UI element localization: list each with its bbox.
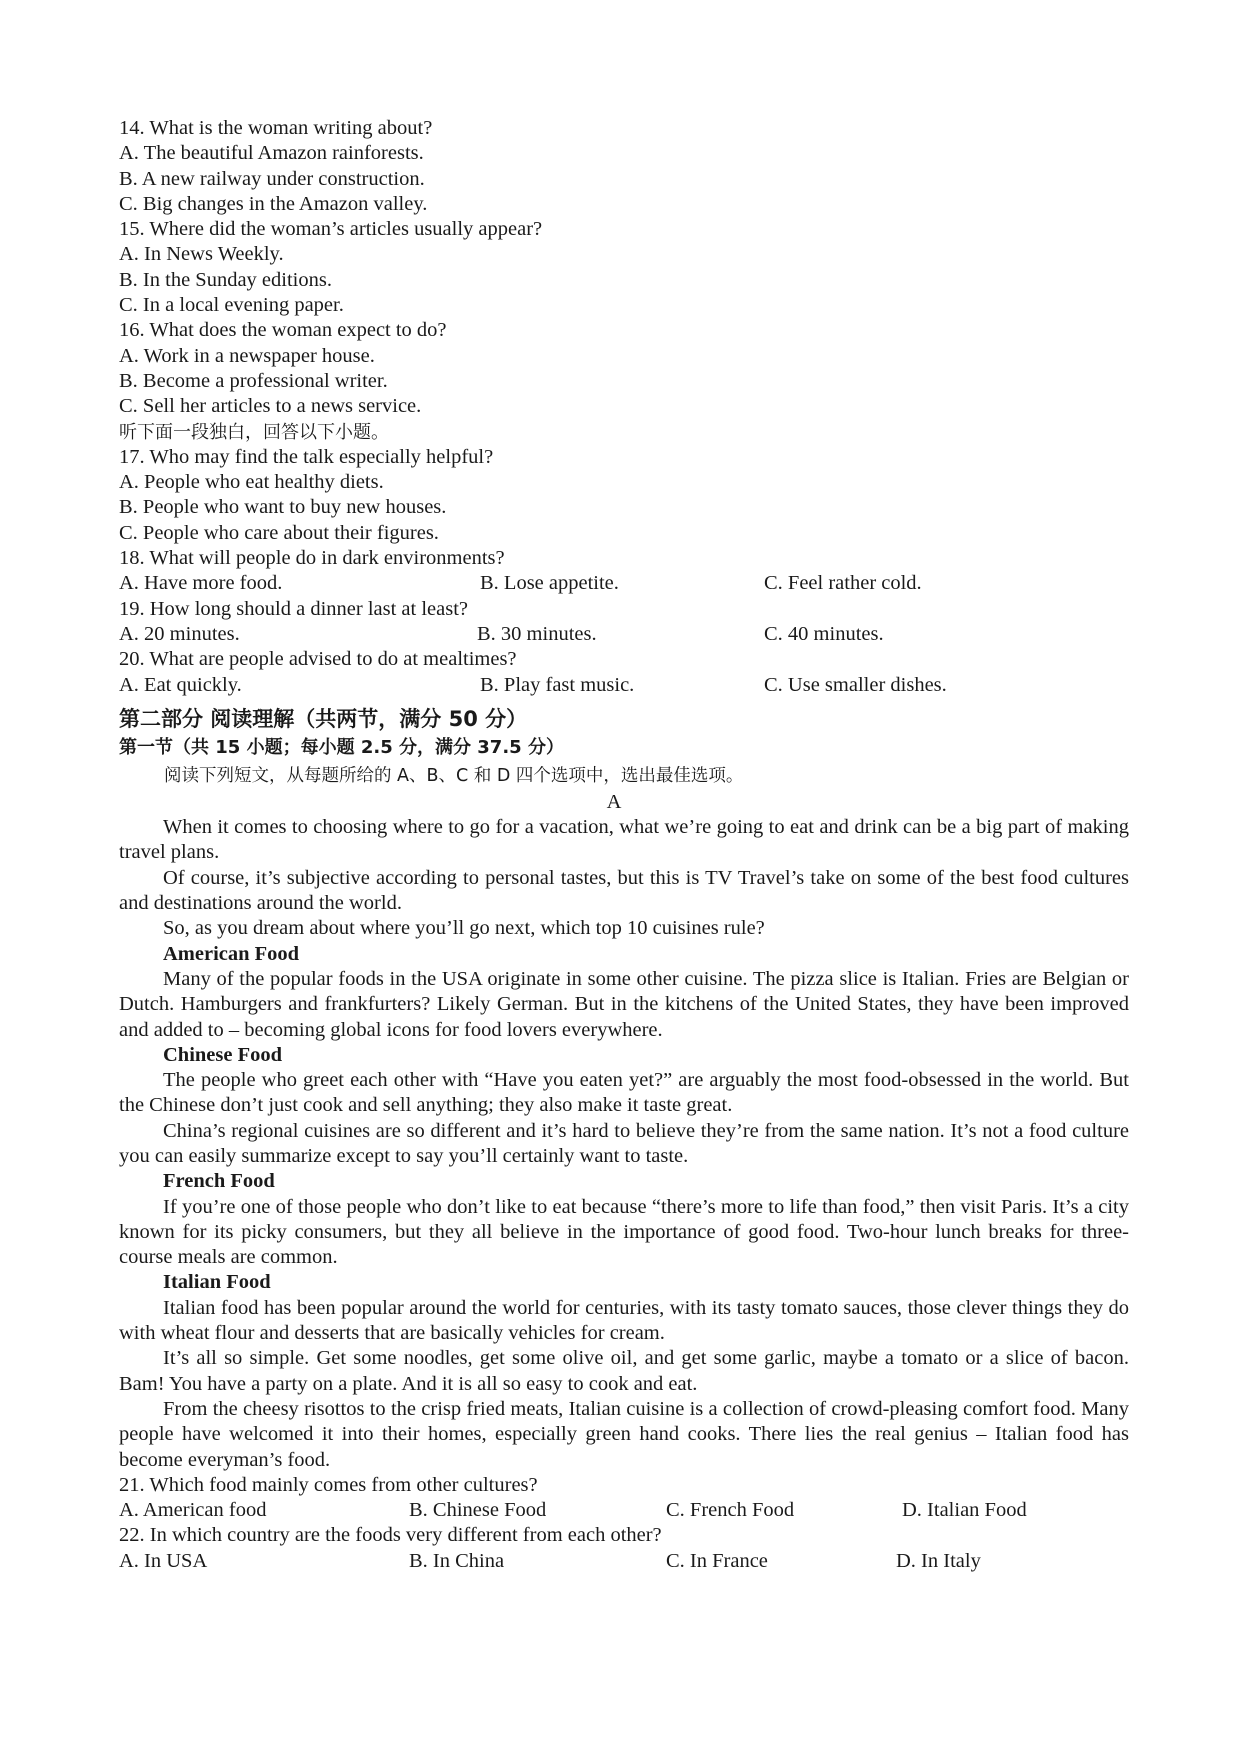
option-15c: C. In a local evening paper. [119, 294, 344, 317]
option-17a: A. People who eat healthy diets. [119, 471, 384, 494]
question-17: 17. Who may find the talk especially helpful? [119, 445, 494, 468]
option-21b: B. Chinese Food [409, 1499, 547, 1522]
option-19c: C. 40 minutes. [764, 622, 884, 645]
option-18b: B. Lose appetite. [480, 572, 619, 595]
option-17c: C. People who care about their figures. [119, 521, 439, 544]
option-16b: B. Become a professional writer. [119, 369, 388, 392]
american-food-heading: American Food [163, 942, 300, 965]
question-20: 20. What are people advised to do at mealtimes? [119, 648, 517, 671]
option-14a: A. The beautiful Amazon rainforests. [119, 142, 424, 165]
option-14b: B. A new railway under construction. [119, 167, 425, 190]
question-19: 19. How long should a dinner last at least? [119, 597, 469, 620]
question-22: 22. In which country are the foods very different from each other? [119, 1524, 662, 1547]
option-20c: C. Use smaller dishes. [764, 673, 947, 696]
option-16a: A. Work in a newspaper house. [119, 344, 375, 367]
option-14c: C. Big changes in the Amazon valley. [119, 192, 428, 215]
american-food-paragraph: Many of the popular foods in the USA originate in some other cuisine. The pizza slice is Italian. Fries are Belgian or Dutch. Hamburgers and frankfurters? Likely German. But in the kitchens of the United States, they have been improved and added to – becoming global icons for food lovers everywhere. [119, 967, 1129, 1041]
section-one-title: 第一节（共 15 小题；每小题 2.5 分，满分 37.5 分） [119, 736, 564, 758]
question-16: 16. What does the woman expect to do? [119, 319, 447, 342]
options-19 [119, 622, 1129, 647]
french-food-paragraph: If you’re one of those people who don’t like to eat because “there’s more to life than food,” then visit Paris. It’s a city known for its picky consumers, but they all believe in the importance of good food. Two-hour lunch breaks for three-course meals are common. [119, 1195, 1129, 1269]
options-22 [119, 1549, 1129, 1574]
italian-food-paragraph-3: From the cheesy risottos to the crisp fried meats, Italian cuisine is a collection of crowd-pleasing comfort food. Many people have welcomed it into their homes, especially green hand cooks. There lies the real genius – Italian food has become everyman’s food. [119, 1397, 1129, 1471]
italian-food-paragraph-1: Italian food has been popular around the world for centuries, with its tasty tomato sauces, those clever things they do with wheat flour and desserts that are basically vehicles for cream. [119, 1296, 1129, 1345]
passage-label: A [606, 790, 622, 813]
option-20b: B. Play fast music. [480, 673, 635, 696]
french-food-heading: French Food [163, 1170, 275, 1193]
monologue-intro: 听下面一段独白，回答以下小题。 [119, 421, 389, 443]
part-two-title: 第二部分 阅读理解（共两节，满分 50 分） [119, 706, 528, 731]
chinese-food-paragraph-2: China’s regional cuisines are so different and it’s hard to believe they’re from the same nation. It’s not a food culture you can easily summarize except to say you’ll certainly want to taste. [119, 1119, 1129, 1167]
italian-food-paragraph-2: It’s all so simple. Get some noodles, get some olive oil, and get some garlic, maybe a tomato or a slice of bacon. Bam! You have a party on a plate. And it is all so easy to cook and eat. [119, 1347, 1129, 1395]
chinese-food-paragraph-1: The people who greet each other with “Have you eaten yet?” are arguably the most food-obsessed in the world. But the Chinese don’t just cook and sell anything; they also make it taste great. [119, 1069, 1129, 1117]
passage-paragraph-1: When it comes to choosing where to go for a vacation, what we’re going to eat and drink can be a big part of making travel plans. [119, 816, 1129, 864]
passage-paragraph-2: Of course, it’s subjective according to personal tastes, but this is TV Travel’s take on some of the best food cultures and destinations around the world. [119, 866, 1129, 915]
passage-paragraph-3: So, as you dream about where you’ll go next, which top 10 cuisines rule? [163, 917, 765, 940]
option-16c: C. Sell her articles to a news service. [119, 395, 422, 418]
options-18 [119, 571, 1129, 596]
italian-food-heading: Italian Food [163, 1271, 271, 1294]
options-20 [119, 673, 1129, 698]
option-17b: B. People who want to buy new houses. [119, 496, 447, 519]
question-14: 14. What is the woman writing about? [119, 117, 433, 139]
option-21a: A. American food [119, 1499, 267, 1522]
option-21c: C. French Food [666, 1499, 795, 1522]
question-18: 18. What will people do in dark environments? [119, 547, 505, 570]
option-15a: A. In News Weekly. [119, 243, 284, 266]
chinese-food-heading: Chinese Food [163, 1043, 283, 1066]
reading-instructions: 阅读下列短文，从每题所给的 A、B、C 和 D 四个选项中，选出最佳选项。 [164, 765, 744, 786]
option-22a: A. In USA [119, 1549, 208, 1572]
option-22d: D. In Italy [896, 1549, 981, 1572]
option-19b: B. 30 minutes. [477, 622, 597, 645]
option-18a: A. Have more food. [119, 572, 283, 595]
option-22c: C. In France [666, 1549, 768, 1572]
exam-page [119, 116, 1129, 1574]
option-19a: A. 20 minutes. [119, 622, 240, 645]
option-18c: C. Feel rather cold. [764, 572, 922, 595]
option-21d: D. Italian Food [902, 1499, 1027, 1522]
option-22b: B. In China [409, 1549, 505, 1572]
question-15: 15. Where did the woman’s articles usually appear? [119, 218, 543, 241]
options-21 [119, 1498, 1129, 1523]
question-21: 21. Which food mainly comes from other cultures? [119, 1473, 538, 1496]
option-15b: B. In the Sunday editions. [119, 268, 332, 291]
option-20a: A. Eat quickly. [119, 673, 242, 696]
